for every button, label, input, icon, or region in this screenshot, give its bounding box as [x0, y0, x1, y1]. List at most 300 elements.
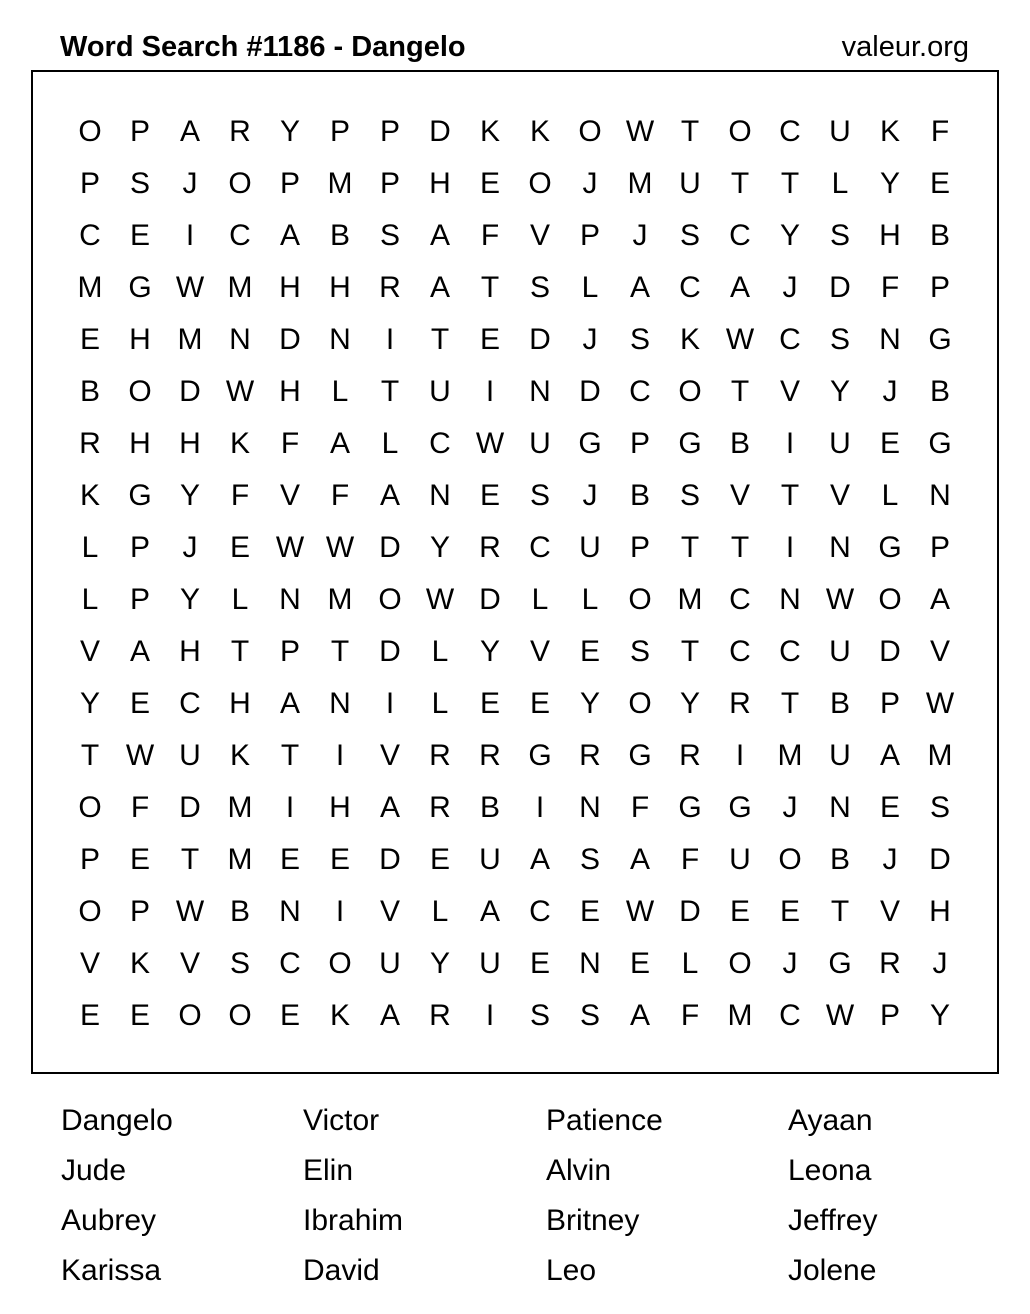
word-list-item: Patience: [546, 1104, 663, 1137]
grid-cell: E: [779, 895, 800, 928]
grid-cell: N: [279, 583, 301, 616]
word-list-item: Aubrey: [61, 1204, 157, 1237]
grid-cell: J: [782, 947, 798, 980]
grid-cell: I: [335, 895, 345, 928]
grid-cell: D: [929, 843, 951, 876]
puzzle-grid-frame: [31, 70, 999, 1074]
grid-cell: S: [529, 479, 550, 512]
grid-cell: G: [678, 791, 702, 824]
grid-cell: E: [529, 687, 550, 720]
grid-cell: G: [878, 531, 902, 564]
grid-cell: A: [379, 479, 400, 512]
grid-cell: M: [227, 271, 253, 304]
grid-cell: D: [679, 895, 701, 928]
grid-cell: E: [929, 167, 950, 200]
grid-cell: E: [879, 427, 900, 460]
grid-cell: E: [129, 843, 150, 876]
grid-cell: Y: [679, 687, 700, 720]
grid-cell: G: [628, 739, 652, 772]
grid-cell: N: [779, 583, 801, 616]
grid-cell: L: [331, 375, 349, 408]
grid-cell: Y: [179, 479, 200, 512]
grid-cell: Y: [429, 947, 450, 980]
grid-cell: Y: [879, 167, 900, 200]
grid-cell: D: [579, 375, 601, 408]
grid-cell: I: [335, 739, 345, 772]
grid-cell: F: [930, 115, 950, 148]
grid-cell: Y: [779, 219, 800, 252]
grid-cell: S: [129, 167, 150, 200]
grid-row: [65, 886, 965, 938]
grid-cell: E: [79, 999, 100, 1032]
grid-cell: R: [579, 739, 601, 772]
grid-cell: F: [880, 271, 900, 304]
grid-cell: D: [429, 115, 451, 148]
grid-cell: C: [79, 219, 101, 252]
grid-cell: M: [227, 843, 253, 876]
grid-row: [65, 730, 965, 782]
grid-cell: J: [882, 375, 898, 408]
grid-cell: U: [829, 739, 851, 772]
grid-cell: V: [529, 635, 550, 668]
grid-cell: E: [129, 999, 150, 1032]
grid-cell: A: [279, 219, 300, 252]
grid-cell: T: [80, 739, 100, 772]
grid-cell: K: [679, 323, 700, 356]
grid-row: [65, 366, 965, 418]
grid-cell: C: [629, 375, 651, 408]
grid-cell: K: [479, 115, 500, 148]
grid-cell: A: [429, 271, 450, 304]
grid-cell: I: [185, 219, 195, 252]
grid-cell: A: [279, 687, 300, 720]
grid-cell: S: [829, 323, 850, 356]
grid-cell: N: [579, 947, 601, 980]
grid-cell: W: [275, 531, 305, 564]
grid-cell: O: [728, 115, 752, 148]
grid-cell: S: [529, 271, 550, 304]
grid-cell: H: [329, 791, 351, 824]
grid-cell: B: [929, 219, 950, 252]
grid-cell: T: [280, 739, 300, 772]
grid-cell: Y: [829, 375, 850, 408]
grid-cell: Y: [79, 687, 100, 720]
grid-cell: U: [829, 427, 851, 460]
grid-cell: C: [779, 635, 801, 668]
grid-cell: J: [932, 947, 948, 980]
grid-cell: W: [625, 115, 655, 148]
grid-cell: M: [927, 739, 953, 772]
grid-cell: A: [529, 843, 550, 876]
word-list-item: Ayaan: [788, 1104, 873, 1137]
grid-cell: A: [879, 739, 900, 772]
grid-cell: I: [285, 791, 295, 824]
grid-cell: F: [630, 791, 650, 824]
grid-cell: T: [780, 167, 800, 200]
grid-cell: U: [379, 947, 401, 980]
grid-cell: R: [879, 947, 901, 980]
grid-cell: G: [678, 427, 702, 460]
grid-cell: O: [178, 999, 202, 1032]
grid-cell: H: [929, 895, 951, 928]
grid-cell: E: [579, 895, 600, 928]
grid-cell: B: [79, 375, 100, 408]
grid-cell: W: [925, 687, 955, 720]
grid-cell: P: [129, 583, 150, 616]
grid-cell: L: [431, 687, 449, 720]
grid-cell: H: [879, 219, 901, 252]
grid-cell: O: [228, 999, 252, 1032]
grid-cell: D: [379, 843, 401, 876]
grid-cell: J: [182, 531, 198, 564]
grid-cell: E: [479, 479, 500, 512]
grid-cell: P: [879, 999, 900, 1032]
grid-cell: B: [929, 375, 950, 408]
grid-cell: G: [728, 791, 752, 824]
grid-cell: T: [430, 323, 450, 356]
grid-cell: O: [778, 843, 802, 876]
word-list-item: Jude: [61, 1154, 127, 1187]
grid-cell: P: [129, 531, 150, 564]
grid-cell: O: [878, 583, 902, 616]
grid-cell: D: [529, 323, 551, 356]
grid-cell: C: [179, 687, 201, 720]
grid-cell: P: [129, 895, 150, 928]
grid-cell: O: [678, 375, 702, 408]
grid-cell: P: [929, 531, 950, 564]
grid-cell: J: [882, 843, 898, 876]
grid-cell: I: [735, 739, 745, 772]
grid-cell: G: [828, 947, 852, 980]
grid-cell: W: [725, 323, 755, 356]
grid-cell: P: [79, 843, 100, 876]
grid-row: [65, 210, 965, 262]
grid-cell: F: [680, 843, 700, 876]
grid-cell: V: [179, 947, 200, 980]
grid-cell: W: [825, 583, 855, 616]
grid-cell: G: [928, 323, 952, 356]
grid-cell: T: [380, 375, 400, 408]
grid-cell: E: [479, 687, 500, 720]
grid-cell: W: [125, 739, 155, 772]
grid-cell: C: [279, 947, 301, 980]
grid-cell: L: [81, 583, 99, 616]
grid-cell: L: [581, 583, 599, 616]
grid-row: [65, 782, 965, 834]
grid-cell: R: [379, 271, 401, 304]
grid-cell: V: [729, 479, 750, 512]
grid-cell: H: [229, 687, 251, 720]
grid-cell: N: [829, 531, 851, 564]
grid-cell: W: [625, 895, 655, 928]
grid-cell: R: [679, 739, 701, 772]
grid-cell: T: [730, 531, 750, 564]
grid-cell: N: [329, 323, 351, 356]
grid-cell: E: [479, 167, 500, 200]
word-list-item: David: [303, 1254, 380, 1287]
grid-cell: V: [929, 635, 950, 668]
grid-cell: H: [179, 427, 201, 460]
grid-cell: A: [329, 427, 350, 460]
word-list-item: Leona: [788, 1154, 872, 1187]
grid-cell: M: [327, 583, 353, 616]
grid-cell: H: [429, 167, 451, 200]
word-list-item: Karissa: [61, 1254, 162, 1287]
grid-cell: K: [129, 947, 150, 980]
grid-cell: F: [680, 999, 700, 1032]
grid-cell: P: [279, 635, 300, 668]
grid-cell: U: [429, 375, 451, 408]
grid-cell: J: [582, 167, 598, 200]
grid-cell: J: [632, 219, 648, 252]
grid-cell: T: [780, 479, 800, 512]
grid-cell: G: [578, 427, 602, 460]
grid-cell: R: [429, 999, 451, 1032]
grid-cell: E: [579, 635, 600, 668]
grid-cell: Y: [279, 115, 300, 148]
grid-cell: R: [729, 687, 751, 720]
grid-row: [65, 418, 965, 470]
grid-cell: D: [829, 271, 851, 304]
grid-cell: O: [328, 947, 352, 980]
grid-cell: U: [729, 843, 751, 876]
grid-cell: C: [729, 219, 751, 252]
grid-cell: T: [730, 375, 750, 408]
grid-cell: C: [529, 531, 551, 564]
grid-cell: M: [177, 323, 203, 356]
grid-cell: O: [378, 583, 402, 616]
grid-row: [65, 574, 965, 626]
grid-cell: C: [679, 271, 701, 304]
grid-cell: P: [379, 115, 400, 148]
grid-cell: I: [785, 427, 795, 460]
grid-cell: C: [779, 115, 801, 148]
grid-cell: P: [379, 167, 400, 200]
grid-cell: L: [431, 895, 449, 928]
grid-cell: P: [579, 219, 600, 252]
grid-cell: C: [779, 999, 801, 1032]
grid-cell: P: [879, 687, 900, 720]
grid-cell: Y: [579, 687, 600, 720]
grid-cell: O: [78, 115, 102, 148]
grid-row: [65, 470, 965, 522]
grid-cell: O: [628, 583, 652, 616]
grid-cell: C: [529, 895, 551, 928]
site-name: valeur.org: [841, 31, 969, 63]
grid-row: [65, 990, 965, 1042]
word-list-item: Dangelo: [61, 1104, 173, 1137]
grid-cell: S: [579, 999, 600, 1032]
grid-cell: E: [279, 999, 300, 1032]
grid-cell: T: [480, 271, 500, 304]
grid-cell: R: [429, 791, 451, 824]
grid-cell: F: [480, 219, 500, 252]
grid-cell: C: [729, 583, 751, 616]
grid-cell: A: [629, 843, 650, 876]
grid-cell: O: [528, 167, 552, 200]
grid-cell: O: [78, 791, 102, 824]
grid-cell: O: [128, 375, 152, 408]
grid-cell: V: [79, 947, 100, 980]
grid-cell: M: [227, 791, 253, 824]
grid-cell: L: [431, 635, 449, 668]
grid-cell: C: [779, 323, 801, 356]
grid-cell: I: [485, 375, 495, 408]
grid-cell: U: [479, 843, 501, 876]
grid-cell: J: [582, 323, 598, 356]
grid-cell: W: [225, 375, 255, 408]
letter-grid: [65, 106, 965, 1042]
grid-cell: D: [379, 635, 401, 668]
grid-cell: T: [680, 635, 700, 668]
grid-cell: Y: [479, 635, 500, 668]
grid-cell: F: [230, 479, 250, 512]
grid-cell: D: [879, 635, 901, 668]
word-list-item: Leo: [546, 1254, 597, 1287]
grid-cell: V: [779, 375, 800, 408]
grid-cell: H: [129, 323, 151, 356]
grid-row: [65, 262, 965, 314]
grid-cell: M: [677, 583, 703, 616]
grid-cell: A: [179, 115, 200, 148]
grid-cell: O: [228, 167, 252, 200]
word-list-item: Britney: [546, 1204, 640, 1237]
grid-cell: N: [829, 791, 851, 824]
grid-cell: S: [829, 219, 850, 252]
grid-cell: N: [579, 791, 601, 824]
grid-cell: V: [829, 479, 850, 512]
grid-cell: A: [379, 999, 400, 1032]
grid-cell: B: [729, 427, 750, 460]
grid-cell: H: [179, 635, 201, 668]
word-list-item: Alvin: [546, 1154, 612, 1187]
grid-cell: B: [229, 895, 250, 928]
grid-cell: T: [680, 115, 700, 148]
grid-cell: W: [475, 427, 505, 460]
grid-cell: E: [479, 323, 500, 356]
grid-cell: E: [329, 843, 350, 876]
grid-cell: L: [581, 271, 599, 304]
grid-cell: T: [180, 843, 200, 876]
grid-cell: L: [881, 479, 899, 512]
grid-cell: K: [879, 115, 900, 148]
grid-cell: D: [179, 791, 201, 824]
grid-cell: S: [529, 999, 550, 1032]
word-list-item: Elin: [303, 1154, 354, 1187]
word-list-item: Jeffrey: [788, 1204, 878, 1237]
grid-cell: H: [129, 427, 151, 460]
grid-cell: G: [128, 271, 152, 304]
grid-cell: V: [879, 895, 900, 928]
grid-cell: W: [325, 531, 355, 564]
grid-cell: B: [829, 687, 850, 720]
grid-cell: R: [479, 531, 501, 564]
grid-cell: W: [425, 583, 455, 616]
grid-cell: J: [182, 167, 198, 200]
grid-cell: B: [629, 479, 650, 512]
grid-cell: E: [129, 687, 150, 720]
grid-cell: W: [175, 895, 205, 928]
grid-cell: F: [130, 791, 150, 824]
grid-cell: E: [429, 843, 450, 876]
grid-cell: I: [535, 791, 545, 824]
grid-cell: S: [579, 843, 600, 876]
grid-cell: A: [629, 271, 650, 304]
grid-cell: H: [279, 375, 301, 408]
grid-cell: I: [785, 531, 795, 564]
grid-cell: T: [830, 895, 850, 928]
grid-cell: N: [529, 375, 551, 408]
grid-cell: C: [429, 427, 451, 460]
grid-cell: O: [628, 687, 652, 720]
grid-cell: K: [229, 427, 250, 460]
grid-cell: N: [879, 323, 901, 356]
grid-cell: V: [379, 739, 400, 772]
grid-cell: I: [385, 687, 395, 720]
grid-cell: N: [279, 895, 301, 928]
word-list-item: Jolene: [788, 1254, 877, 1287]
grid-row: [65, 106, 965, 158]
grid-row: [65, 314, 965, 366]
grid-cell: C: [229, 219, 251, 252]
grid-cell: P: [329, 115, 350, 148]
grid-cell: J: [782, 271, 798, 304]
grid-cell: A: [129, 635, 150, 668]
grid-cell: W: [175, 271, 205, 304]
grid-cell: E: [79, 323, 100, 356]
grid-cell: L: [381, 427, 399, 460]
grid-cell: U: [579, 531, 601, 564]
grid-cell: T: [330, 635, 350, 668]
grid-cell: P: [279, 167, 300, 200]
grid-cell: K: [329, 999, 350, 1032]
grid-cell: U: [679, 167, 701, 200]
grid-cell: A: [729, 271, 750, 304]
grid-cell: S: [379, 219, 400, 252]
grid-cell: N: [229, 323, 251, 356]
grid-cell: S: [629, 635, 650, 668]
grid-cell: V: [379, 895, 400, 928]
grid-cell: J: [582, 479, 598, 512]
grid-cell: E: [229, 531, 250, 564]
grid-cell: U: [529, 427, 551, 460]
grid-cell: H: [279, 271, 301, 304]
grid-cell: T: [680, 531, 700, 564]
word-list: [61, 1096, 988, 1296]
grid-cell: F: [280, 427, 300, 460]
grid-row: [65, 626, 965, 678]
grid-cell: D: [379, 531, 401, 564]
grid-cell: O: [728, 947, 752, 980]
grid-cell: U: [829, 115, 851, 148]
grid-cell: I: [485, 999, 495, 1032]
grid-cell: E: [729, 895, 750, 928]
grid-cell: R: [479, 739, 501, 772]
grid-cell: S: [679, 479, 700, 512]
grid-cell: T: [230, 635, 250, 668]
grid-cell: R: [79, 427, 101, 460]
grid-cell: A: [379, 791, 400, 824]
grid-row: [65, 834, 965, 886]
word-list-item: Ibrahim: [303, 1204, 404, 1237]
grid-cell: L: [681, 947, 699, 980]
grid-cell: W: [825, 999, 855, 1032]
grid-cell: L: [231, 583, 249, 616]
page-title: Word Search #1186 - Dangelo: [60, 31, 466, 63]
grid-cell: E: [129, 219, 150, 252]
grid-cell: M: [727, 999, 753, 1032]
grid-row: [65, 522, 965, 574]
